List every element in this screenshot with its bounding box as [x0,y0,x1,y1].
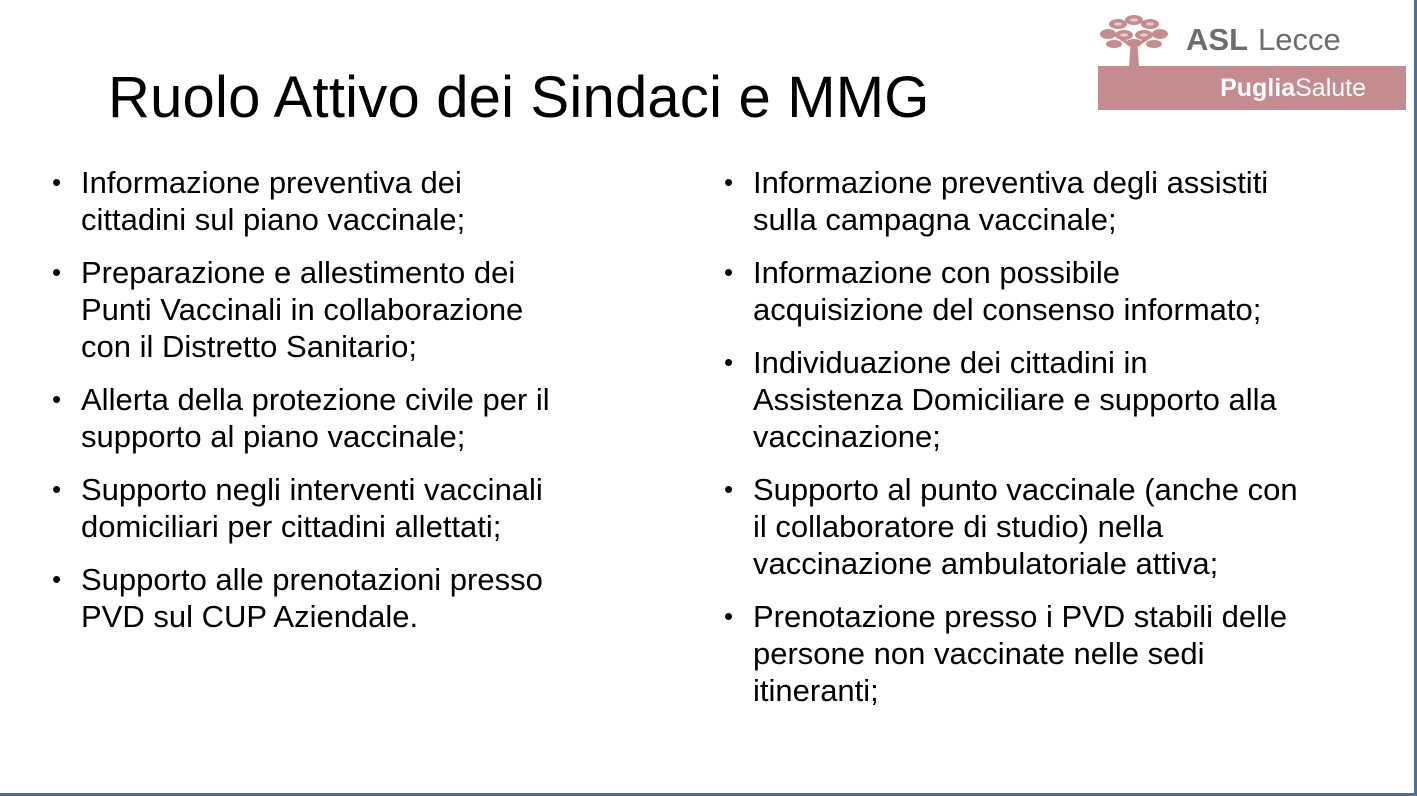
list-item [52,471,652,545]
list-item-text: Prenotazione presso i PVD stabili delle persone non vaccinate nelle sedi itineranti; [753,599,1288,708]
list-item [724,344,1384,455]
tree-icon [1098,10,1170,68]
list-item [724,164,1384,238]
bullet-icon: • [724,257,734,287]
list-item [52,164,652,238]
right-bullet-list [724,164,1384,725]
bullet-icon: • [52,257,62,287]
list-item-text: Informazione con possibile acquisizione del consenso informato; [753,255,1262,327]
list-item [724,254,1384,328]
logo-org-name [1186,22,1341,58]
bullet-icon: • [52,384,62,414]
list-item-text: Individuazione dei cittadini in Assistenza Domiciliare e supporto alla vaccinazione; [753,345,1277,454]
slide-title: Ruolo Attivo dei Sindaci e MMG [108,65,930,130]
bullet-icon: • [724,167,734,197]
logo-org-city: Lecce [1258,22,1341,57]
list-item-text: Supporto alle prenotazioni presso PVD sul CUP Aziendale. [81,562,543,634]
logo-band-text [1220,72,1366,104]
logo-band [1098,66,1406,110]
bullet-icon: • [724,474,734,504]
list-item [52,381,652,455]
bullet-icon: • [52,474,62,504]
list-item-text: Preparazione e allestimento dei Punti Vaccinali in collaborazione con il Distretto Sanitario; [81,255,524,364]
logo-org-bold: ASL [1186,22,1248,57]
list-item [724,471,1384,582]
list-item [52,561,652,635]
asl-lecce-logo [1098,10,1406,110]
bullet-icon: • [52,564,62,594]
bullet-icon: • [52,167,62,197]
logo-band-bold: Puglia [1220,74,1296,102]
list-item-text: Informazione preventiva dei cittadini sul piano vaccinale; [81,165,466,237]
list-item-text: Supporto negli interventi vaccinali domiciliari per cittadini allettati; [81,472,543,544]
list-item-text: Supporto al punto vaccinale (anche con il collaboratore di studio) nella vaccinazione ambulatoriale attiva; [753,472,1298,581]
bullet-icon: • [724,601,734,631]
list-item [724,598,1384,709]
left-bullet-list [52,164,652,651]
list-item-text: Informazione preventiva degli assistiti sulla campagna vaccinale; [753,165,1269,237]
logo-band-light: Salute [1295,74,1366,102]
list-item [52,254,652,365]
list-item-text: Allerta della protezione civile per il supporto al piano vaccinale; [81,382,550,454]
bullet-icon: • [724,347,734,377]
